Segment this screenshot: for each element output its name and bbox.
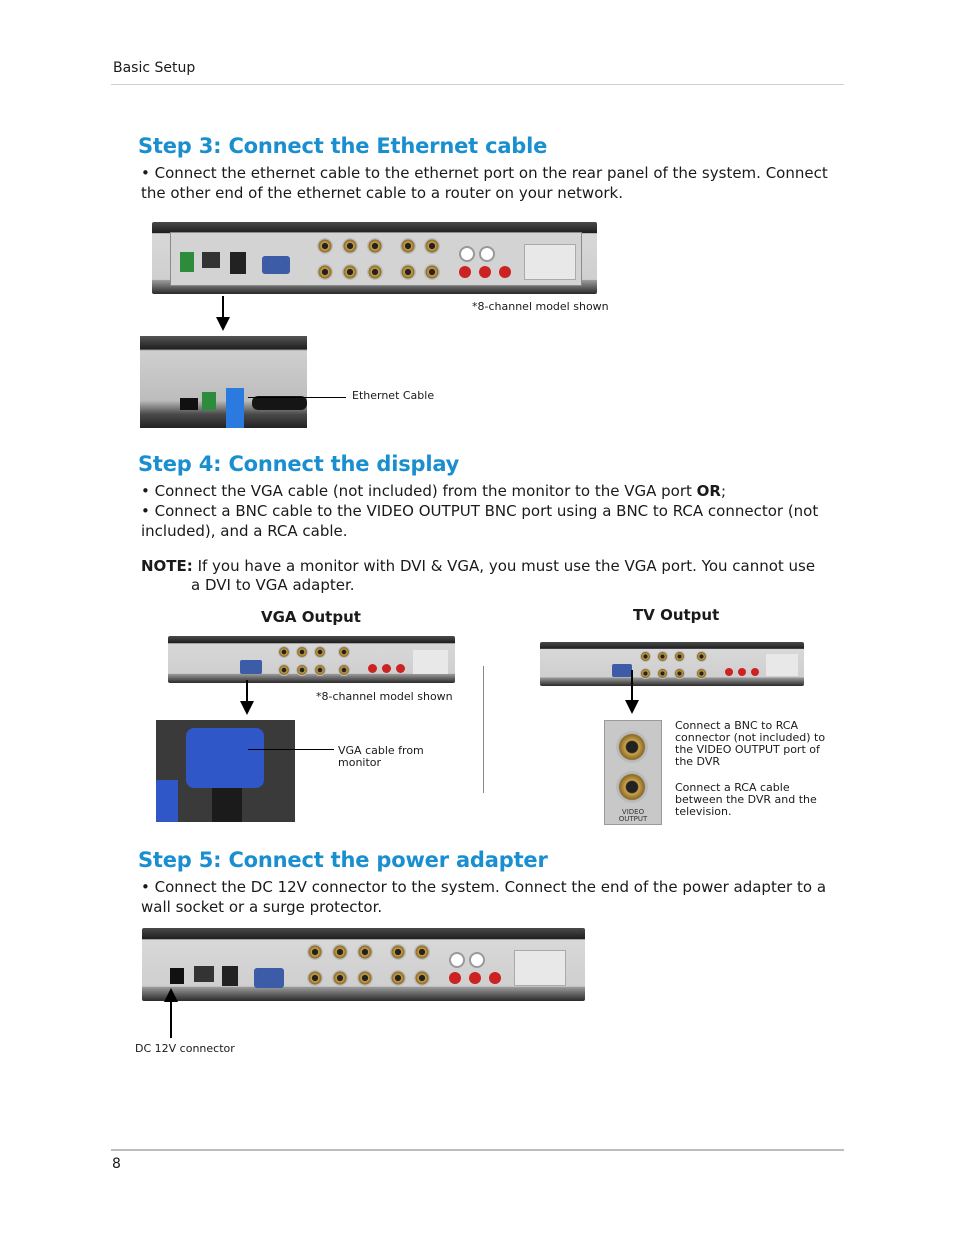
dc-12v-caption: DC 12V connector (135, 1042, 235, 1055)
tv-arrow-line (631, 670, 633, 702)
dvr-tv-panel-image (540, 642, 804, 686)
footer-rule (111, 1149, 844, 1151)
video-output-bnc-photo (604, 720, 662, 825)
dvr-vga-panel-image (168, 636, 455, 683)
step4-note: NOTE: If you have a monitor with DVI & VGA, you must use the VGA port. You cannot use a DVI to VGA adapter. (141, 557, 816, 594)
step4-bullet-vga: • Connect the VGA cable (not included) from the monitor to the VGA port OR; (141, 482, 727, 500)
video-output-label: VIDEO OUTPUT (618, 808, 648, 823)
step4-bullet-bnc: • Connect a BNC cable to the VIDEO OUTPUT BNC port using a BNC to RCA connector (not included), and a RCA cable. (141, 502, 819, 540)
page-number: 8 (112, 1156, 121, 1172)
rca-cable-caption: Connect a RCA cable between the DVR and the television. (675, 781, 817, 818)
step4-title: Step 4: Connect the display (138, 452, 460, 476)
step5-bullet: • Connect the DC 12V connector to the system. Connect the end of the power adapter to a wall socket or a surge protector. (141, 878, 827, 916)
vga-arrow-down-icon (240, 701, 254, 715)
tv-arrow-down-icon (625, 700, 639, 714)
step3-title: Step 3: Connect the Ethernet cable (138, 134, 548, 158)
ethernet-callout-line (248, 397, 346, 398)
step3-model-caption: *8-channel model shown (472, 300, 609, 313)
ethernet-cable-caption: Ethernet Cable (352, 389, 435, 402)
tv-output-heading: TV Output (633, 606, 720, 624)
dvr-rear-panel-image (152, 222, 597, 294)
vga-arrow-line (246, 680, 248, 702)
vga-cable-caption: VGA cable from monitor (338, 744, 424, 769)
vga-model-caption: *8-channel model shown (316, 690, 453, 703)
dvr-power-panel-image (142, 928, 585, 1001)
bnc-rca-caption: Connect a BNC to RCA connector (not included) to the VIDEO OUTPUT port of the DVR (675, 719, 826, 768)
step5-title: Step 5: Connect the power adapter (138, 848, 548, 872)
arrow-line (222, 296, 224, 318)
header-rule (111, 84, 844, 85)
vga-output-heading: VGA Output (261, 608, 361, 626)
ethernet-closeup-photo (140, 336, 307, 428)
vertical-divider (483, 666, 484, 793)
step3-bullet: • Connect the ethernet cable to the ethernet port on the rear panel of the system. Connect the other end of the ethernet cable to a router on your network. (141, 164, 828, 202)
arrow-down-icon (216, 317, 230, 331)
vga-callout-line (248, 749, 334, 750)
dc-arrow-line (170, 1000, 172, 1038)
vga-cable-photo (156, 720, 295, 822)
running-header: Basic Setup (113, 60, 196, 76)
